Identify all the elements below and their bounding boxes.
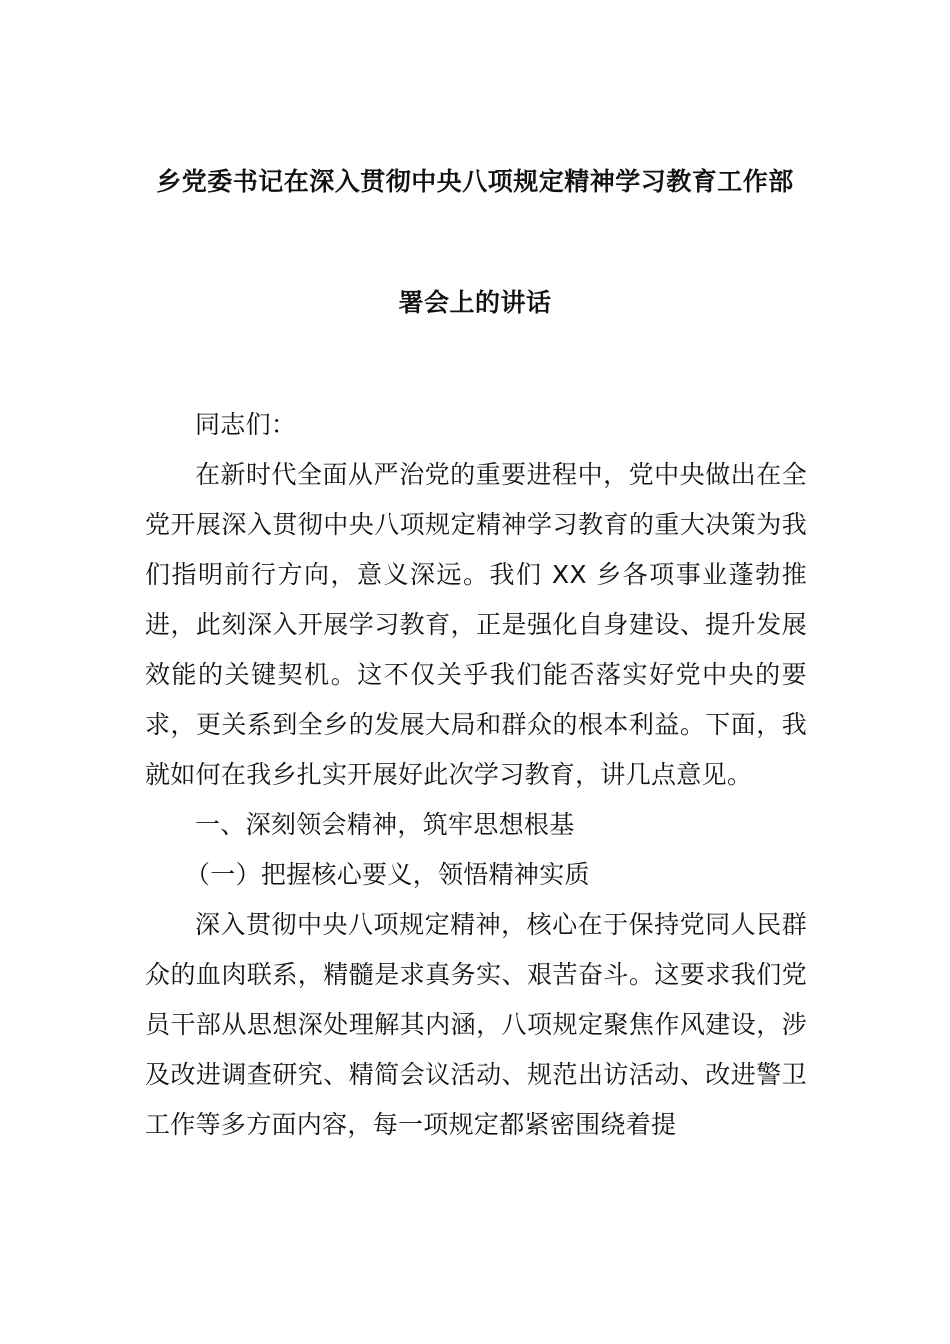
paragraph-body: 深入贯彻中央八项规定精神，核心在于保持党同人民群众的血肉联系，精髓是求真务实、艰苦奋斗。这要求我们党员干部从思想深处理解其内涵，八项规定聚焦作风建设，涉及改进调查研究、精简会议活动、规范出访活动、改进警卫工作等多方面内容，每一项规定都紧密围绕着提 (145, 910, 807, 1139)
salutation: 同志们： (195, 410, 297, 439)
subsection-heading: （一）把握核心要义，领悟精神实质 (185, 860, 590, 889)
paragraph-intro: 在新时代全面从严治党的重要进程中，党中央做出在全党开展深入贯彻中央八项规定精神学习教育的重大决策为我们指明前行方向，意义深远。我们 XX 乡各项事业蓬勃推进，此刻深入开展学习教育，正是强化自身建设、提升发展效能的关键契机。这不仅关乎我们能否落实好党中央的要求，更关系到全乡的发展大局和群众的根本利益。下面，我就如何在我乡扎实开展好此次学习教育，讲几点意见。 (145, 460, 807, 789)
document-body (145, 400, 807, 1150)
section-heading: 一、深刻领会精神，筑牢思想根基 (195, 810, 575, 839)
document-title-line-2: 署会上的讲话 (398, 288, 552, 317)
document-title-line-1: 乡党委书记在深入贯彻中央八项规定精神学习教育工作部 (156, 167, 794, 196)
